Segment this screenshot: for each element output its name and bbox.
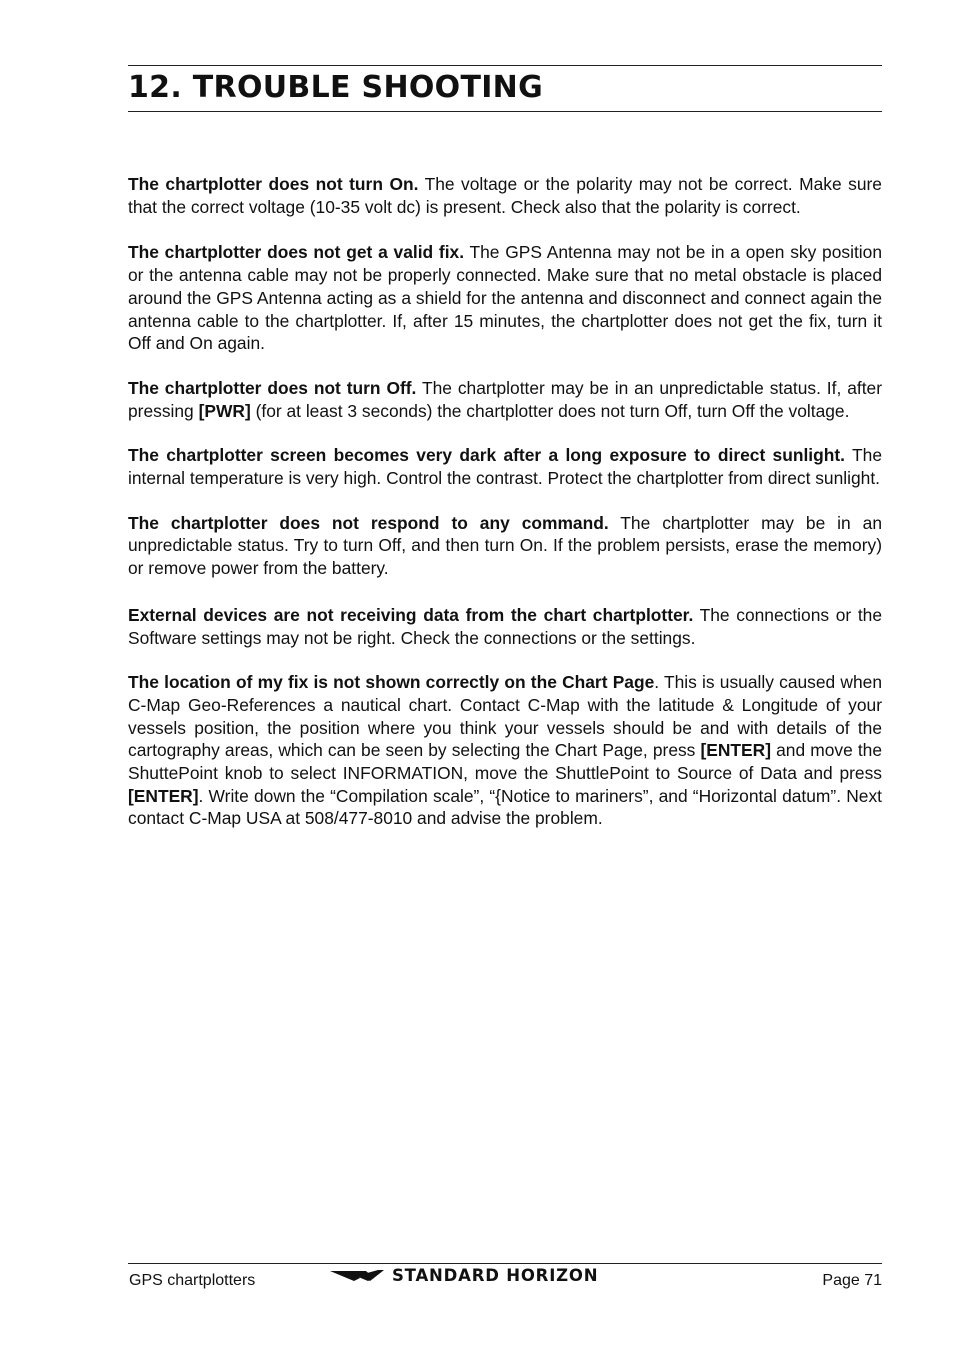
issue-text: The internal temperature is very high. Control the contrast. Protect the chartplotter from direct sunlight. xyxy=(128,445,882,489)
footer-product-label: GPS chartplotters xyxy=(129,1272,256,1289)
issue-text: . Write down the “Compilation scale”, “{Notice to mariners”, and “Horizontal datum”. Next contact C-Map USA at 508/477-8010 and advise the problem. xyxy=(128,785,882,829)
issue-dark-screen xyxy=(128,444,882,489)
issue-fix-location xyxy=(128,671,882,830)
issue-external-devices xyxy=(128,604,882,649)
standard-horizon-logo xyxy=(330,1266,598,1285)
header-top-rule xyxy=(128,65,882,66)
issue-text: and move the ShuttePoint knob to select INFORMATION, move the ShuttlePoint to Source of Data and press xyxy=(128,740,882,784)
page-title: 12. TROUBLE SHOOTING xyxy=(128,70,544,105)
issue-no-valid-fix xyxy=(128,241,882,355)
brand-name: STANDARD HORIZON xyxy=(392,1266,599,1285)
issue-text: The chartplotter may be in an unpredictable status. Try to turn Off, and then turn On. If the problem persists, erase the memory) or remove power from the battery. xyxy=(128,512,882,579)
page-number: Page 71 xyxy=(822,1272,882,1289)
enter-key-label: [ENTER] xyxy=(128,785,199,806)
issue-heading: The chartplotter screen becomes very dark after a long exposure to direct sunlight. xyxy=(128,445,846,466)
issue-heading: The chartplotter does not turn Off. xyxy=(128,377,417,398)
issue-heading: External devices are not receiving data from the chart chartplotter. xyxy=(128,604,694,625)
enter-key-label: [ENTER] xyxy=(700,740,772,761)
footer-rule xyxy=(128,1263,882,1264)
issue-text: (for at least 3 seconds) the chartplotter does not turn Off, turn Off the voltage. xyxy=(250,400,850,421)
issue-text: The GPS Antenna may not be in a open sky position or the antenna cable may not be properly connected. Make sure that no metal obstacle is placed around the GPS Antenna acting as a shield for the antenna and disconnect and connect again the antenna cable to the chartplotter. If, after 15 minutes, the chartplotter does not get the fix, turn it Off and On again. xyxy=(128,242,882,354)
issue-heading: The chartplotter does not turn On. xyxy=(128,174,419,194)
issue-text: The chartplotter may be in an unpredictable status. If, after pressing xyxy=(128,377,882,421)
header-bottom-rule xyxy=(128,111,882,112)
issue-text: The connections or the Software settings may not be right. Check the connections or the settings. xyxy=(128,604,882,648)
issue-heading: The chartplotter does not get a valid fix. xyxy=(128,242,465,263)
issue-heading: The chartplotter does not respond to any command. xyxy=(128,512,609,533)
issue-no-power-on xyxy=(128,173,882,218)
wave-logo-icon xyxy=(330,1268,384,1284)
issue-text: The voltage or the polarity may not be correct. Make sure that the correct voltage (10-35 volt dc) is present. Check also that the polarity is correct. xyxy=(128,174,882,217)
issue-no-response xyxy=(128,512,882,580)
troubleshooting-content xyxy=(128,173,882,852)
issue-no-power-off xyxy=(128,377,882,422)
issue-heading: The location of my fix is not shown correctly on the Chart Page xyxy=(128,672,655,693)
issue-text: . This is usually caused when C-Map Geo-References a nautical chart. Contact C-Map with the latitude & Longitude of your vessels position, the position where you think your vessels should be and with details of the cartography areas, which can be seen by selecting the Chart Page, press xyxy=(128,672,883,761)
pwr-key-label: [PWR] xyxy=(198,400,251,421)
